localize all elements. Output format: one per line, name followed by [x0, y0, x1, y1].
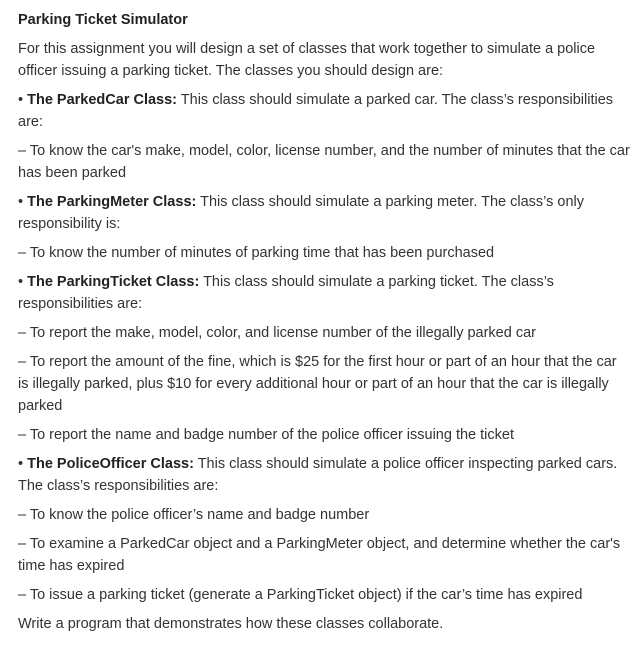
class-heading-policeofficer	[18, 453, 630, 497]
bullet: •	[18, 194, 28, 210]
class-name-parkingmeter: The ParkingMeter Class:	[27, 194, 197, 210]
responsibility-item: – To know the car's make, model, color, license number, and the number of minutes that the car has been parked	[18, 143, 630, 181]
bullet: •	[18, 456, 28, 472]
responsibility-item: – To report the amount of the fine, which is $25 for the first hour or part of an hour that the car is illegally parked, plus $10 for every additional hour or part of an hour that the car is illegally parked	[18, 354, 617, 414]
intro-paragraph: For this assignment you will design a set of classes that work together to simulate a police officer issuing a parking ticket. The classes you should design are:	[18, 41, 596, 79]
document-title: Parking Ticket Simulator	[18, 12, 188, 28]
class-name-parkingticket: The ParkingTicket Class:	[27, 274, 200, 290]
bullet: •	[18, 92, 28, 108]
class-name-policeofficer: The PoliceOfficer Class:	[27, 456, 194, 472]
class-heading-parkingmeter	[18, 191, 630, 235]
class-description-parkingmeter: This class should simulate a parking meter. The class’s only responsibility is:	[18, 194, 584, 232]
class-heading-parkedcar	[18, 89, 630, 133]
responsibility-item: – To report the name and badge number of the police officer issuing the ticket	[18, 427, 514, 443]
class-name-parkedcar: The ParkedCar Class:	[27, 92, 178, 108]
bullet: •	[18, 274, 28, 290]
responsibility-item: – To know the number of minutes of parking time that has been purchased	[18, 245, 495, 261]
responsibility-item: – To know the police officer’s name and badge number	[18, 507, 370, 523]
class-description-parkingticket: This class should simulate a parking ticket. The class’s responsibilities are:	[18, 274, 554, 312]
class-description-parkedcar: This class should simulate a parked car. The class’s responsibilities are:	[18, 92, 614, 130]
class-description-policeofficer: This class should simulate a police officer inspecting parked cars. The class’s responsibilities are:	[18, 456, 618, 494]
responsibility-item: – To examine a ParkedCar object and a ParkingMeter object, and determine whether the car's time has expired	[18, 536, 621, 574]
responsibility-item: – To issue a parking ticket (generate a ParkingTicket object) if the car’s time has expired	[18, 587, 583, 603]
closing-paragraph: Write a program that demonstrates how these classes collaborate.	[18, 616, 444, 632]
responsibility-item: – To report the make, model, color, and license number of the illegally parked car	[18, 325, 536, 341]
class-heading-parkingticket	[18, 271, 630, 315]
